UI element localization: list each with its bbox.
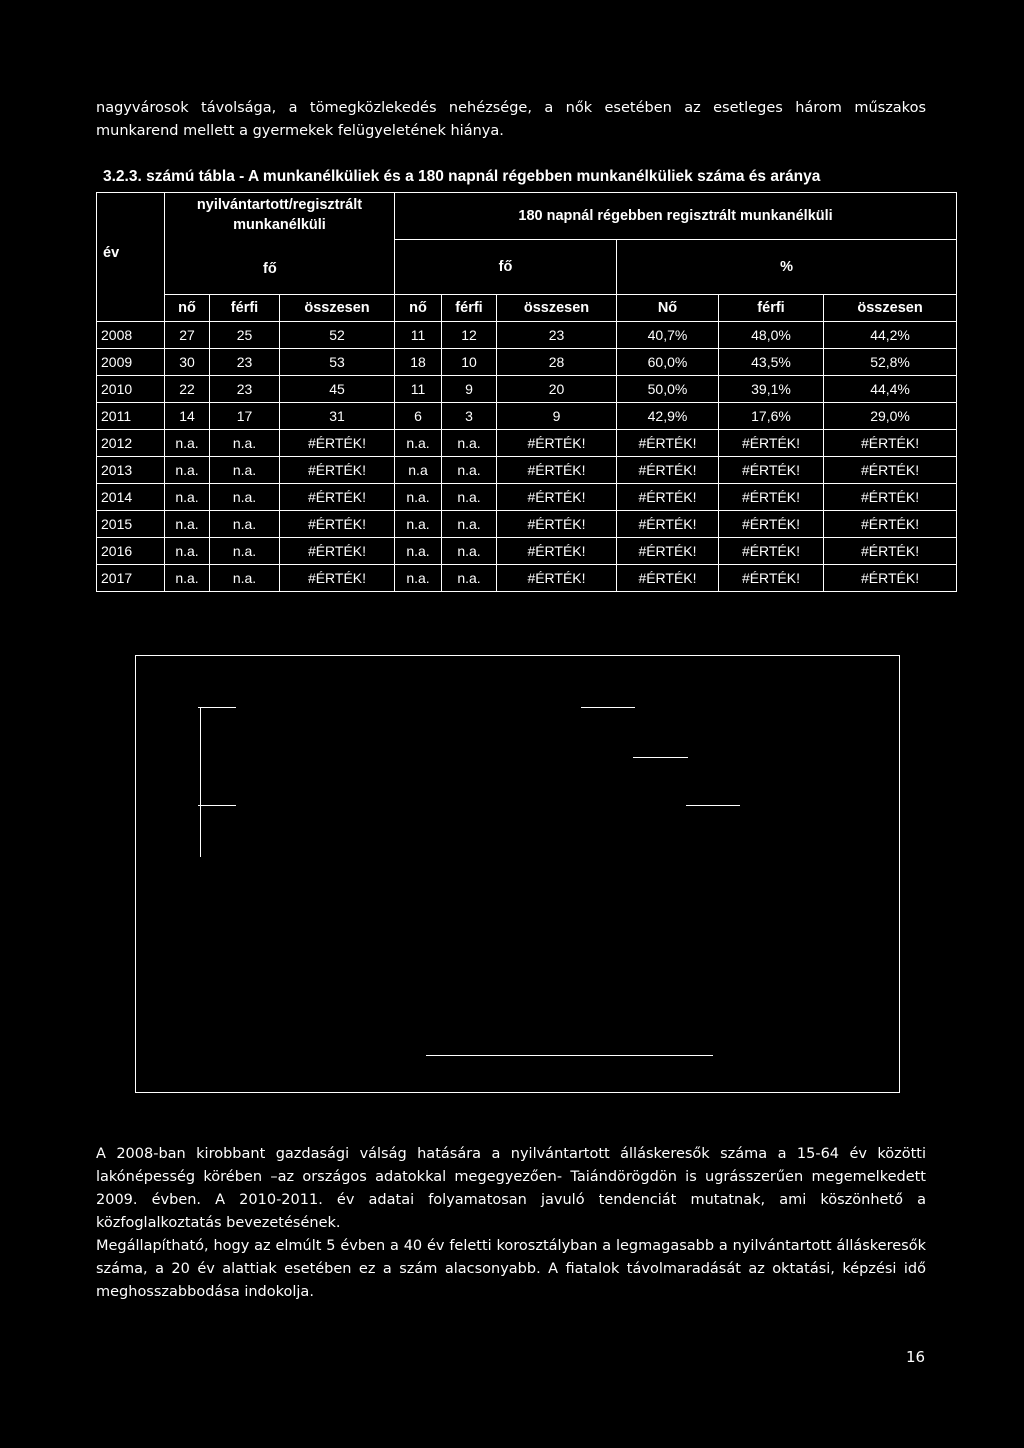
table-row xyxy=(97,484,957,511)
header-fo-registered: fő xyxy=(263,261,277,277)
value-cell: 23 xyxy=(210,376,280,403)
table-row xyxy=(97,511,957,538)
year-cell: 2015 xyxy=(97,511,165,538)
value-cell: n.a. xyxy=(395,430,442,457)
value-cell: 20 xyxy=(497,376,617,403)
value-cell: 43,5% xyxy=(719,349,824,376)
value-cell: #ÉRTÉK! xyxy=(617,484,719,511)
table-row xyxy=(97,565,957,592)
year-cell: 2014 xyxy=(97,484,165,511)
value-cell: 48,0% xyxy=(719,322,824,349)
value-cell: 6 xyxy=(395,403,442,430)
value-cell: 30 xyxy=(165,349,210,376)
value-cell: #ÉRTÉK! xyxy=(617,511,719,538)
value-cell: n.a. xyxy=(165,565,210,592)
value-cell: 31 xyxy=(280,403,395,430)
value-cell: #ÉRTÉK! xyxy=(497,430,617,457)
intro-paragraph: nagyvárosok távolsága, a tömegközlekedés nehézsége, a nők esetében az esetleges három műszakos munkarend mellett a gyermekek felügyeletének hiánya. xyxy=(96,100,926,139)
value-cell: 25 xyxy=(210,322,280,349)
value-cell: n.a xyxy=(395,457,442,484)
year-cell: 2013 xyxy=(97,457,165,484)
value-cell: #ÉRTÉK! xyxy=(497,511,617,538)
value-cell: #ÉRTÉK! xyxy=(497,538,617,565)
value-cell: 18 xyxy=(395,349,442,376)
header-sub: férfi xyxy=(719,295,824,322)
value-cell: 9 xyxy=(442,376,497,403)
value-cell: 23 xyxy=(210,349,280,376)
value-cell: #ÉRTÉK! xyxy=(280,511,395,538)
chart-line xyxy=(686,805,740,806)
value-cell: 39,1% xyxy=(719,376,824,403)
value-cell: n.a. xyxy=(395,565,442,592)
header-registered: nyilvántartott/regisztrált munkanélküli xyxy=(165,193,395,295)
value-cell: n.a. xyxy=(165,430,210,457)
value-cell: n.a. xyxy=(442,457,497,484)
table-row xyxy=(97,322,957,349)
value-cell: n.a. xyxy=(210,565,280,592)
chart-frame xyxy=(135,655,900,1093)
value-cell: n.a. xyxy=(442,565,497,592)
year-cell: 2016 xyxy=(97,538,165,565)
year-cell: 2009 xyxy=(97,349,165,376)
year-cell: 2017 xyxy=(97,565,165,592)
header-fo-longterm: fő xyxy=(395,240,617,295)
value-cell: 12 xyxy=(442,322,497,349)
value-cell: 28 xyxy=(497,349,617,376)
chart-line xyxy=(200,805,201,857)
value-cell: 27 xyxy=(165,322,210,349)
body-text xyxy=(96,1143,926,1304)
value-cell: 17 xyxy=(210,403,280,430)
value-cell: n.a. xyxy=(395,511,442,538)
value-cell: #ÉRTÉK! xyxy=(824,565,957,592)
chart-baseline xyxy=(426,1055,713,1056)
value-cell: n.a. xyxy=(165,538,210,565)
value-cell: #ÉRTÉK! xyxy=(719,484,824,511)
value-cell: #ÉRTÉK! xyxy=(280,484,395,511)
year-cell: 2010 xyxy=(97,376,165,403)
value-cell: 23 xyxy=(497,322,617,349)
page-number: 16 xyxy=(906,1348,926,1366)
value-cell: #ÉRTÉK! xyxy=(497,565,617,592)
value-cell: 60,0% xyxy=(617,349,719,376)
body-paragraph: A 2008-ban kirobbant gazdasági válság hatására a nyilvántartott álláskeresők száma a 15-64 év közötti lakónépesség körében –az országos adatokkal megegyezően- Taiándörögdön is ugrásszerűen megemelkedett 2009. évben. A 2010-2011. év adatai folyamatosan javuló tendenciát mutatnak, ami köszönhető a közfoglalkoztatás bevezetésének. xyxy=(96,1146,926,1231)
chart-line xyxy=(198,805,236,806)
value-cell: #ÉRTÉK! xyxy=(617,565,719,592)
value-cell: #ÉRTÉK! xyxy=(824,484,957,511)
value-cell: #ÉRTÉK! xyxy=(497,457,617,484)
value-cell: n.a. xyxy=(165,484,210,511)
value-cell: 10 xyxy=(442,349,497,376)
header-sub: összesen xyxy=(824,295,957,322)
value-cell: n.a. xyxy=(442,538,497,565)
value-cell: 42,9% xyxy=(617,403,719,430)
value-cell: n.a. xyxy=(442,430,497,457)
header-percent: % xyxy=(617,240,957,295)
value-cell: 52,8% xyxy=(824,349,957,376)
header-longterm: 180 napnál régebben regisztrált munkanélküli xyxy=(395,193,957,240)
value-cell: 29,0% xyxy=(824,403,957,430)
value-cell: 40,7% xyxy=(617,322,719,349)
value-cell: #ÉRTÉK! xyxy=(719,538,824,565)
value-cell: 53 xyxy=(280,349,395,376)
value-cell: n.a. xyxy=(210,511,280,538)
value-cell: #ÉRTÉK! xyxy=(824,430,957,457)
value-cell: #ÉRTÉK! xyxy=(719,457,824,484)
header-sub: nő xyxy=(165,295,210,322)
year-cell: 2011 xyxy=(97,403,165,430)
table-row xyxy=(97,457,957,484)
value-cell: #ÉRTÉK! xyxy=(280,430,395,457)
chart-line xyxy=(633,757,688,758)
value-cell: n.a. xyxy=(210,430,280,457)
value-cell: #ÉRTÉK! xyxy=(280,538,395,565)
unemployment-table xyxy=(96,192,957,592)
value-cell: #ÉRTÉK! xyxy=(617,457,719,484)
header-sub: Nő xyxy=(617,295,719,322)
header-sub: összesen xyxy=(280,295,395,322)
value-cell: n.a. xyxy=(210,457,280,484)
value-cell: 22 xyxy=(165,376,210,403)
value-cell: n.a. xyxy=(442,484,497,511)
year-cell: 2012 xyxy=(97,430,165,457)
value-cell: n.a. xyxy=(165,511,210,538)
value-cell: #ÉRTÉK! xyxy=(280,457,395,484)
value-cell: #ÉRTÉK! xyxy=(719,511,824,538)
value-cell: 52 xyxy=(280,322,395,349)
value-cell: 45 xyxy=(280,376,395,403)
chart-line xyxy=(198,707,236,708)
value-cell: 44,4% xyxy=(824,376,957,403)
table-row xyxy=(97,430,957,457)
value-cell: n.a. xyxy=(395,484,442,511)
value-cell: 50,0% xyxy=(617,376,719,403)
value-cell: n.a. xyxy=(165,457,210,484)
value-cell: #ÉRTÉK! xyxy=(617,430,719,457)
table-row xyxy=(97,376,957,403)
value-cell: 11 xyxy=(395,322,442,349)
value-cell: 14 xyxy=(165,403,210,430)
table-caption: 3.2.3. számú tábla - A munkanélküliek és a 180 napnál régebben munkanélküliek száma és aránya xyxy=(103,168,821,185)
table-row xyxy=(97,349,957,376)
value-cell: n.a. xyxy=(210,538,280,565)
chart-line xyxy=(200,707,201,807)
year-cell: 2008 xyxy=(97,322,165,349)
value-cell: n.a. xyxy=(395,538,442,565)
chart-line xyxy=(581,707,635,708)
header-sub: férfi xyxy=(210,295,280,322)
value-cell: #ÉRTÉK! xyxy=(497,484,617,511)
value-cell: 9 xyxy=(497,403,617,430)
value-cell: 44,2% xyxy=(824,322,957,349)
table-row xyxy=(97,403,957,430)
value-cell: #ÉRTÉK! xyxy=(280,565,395,592)
value-cell: #ÉRTÉK! xyxy=(719,430,824,457)
value-cell: #ÉRTÉK! xyxy=(824,457,957,484)
value-cell: 3 xyxy=(442,403,497,430)
value-cell: n.a. xyxy=(210,484,280,511)
value-cell: 11 xyxy=(395,376,442,403)
value-cell: #ÉRTÉK! xyxy=(719,565,824,592)
value-cell: 17,6% xyxy=(719,403,824,430)
table-row xyxy=(97,538,957,565)
body-paragraph: Megállapítható, hogy az elmúlt 5 évben a 40 év feletti korosztályban a legmagasabb a nyilvántartott álláskeresők száma, a 20 év alattiak esetében ez a szám alacsonyabb. A fiatalok távolmaradását az oktatási, képzési idő meghosszabbodása indokolja. xyxy=(96,1238,926,1300)
header-sub: férfi xyxy=(442,295,497,322)
value-cell: n.a. xyxy=(442,511,497,538)
value-cell: #ÉRTÉK! xyxy=(824,538,957,565)
header-sub: nő xyxy=(395,295,442,322)
header-year: év xyxy=(97,193,165,322)
value-cell: #ÉRTÉK! xyxy=(824,511,957,538)
header-sub: összesen xyxy=(497,295,617,322)
value-cell: #ÉRTÉK! xyxy=(617,538,719,565)
